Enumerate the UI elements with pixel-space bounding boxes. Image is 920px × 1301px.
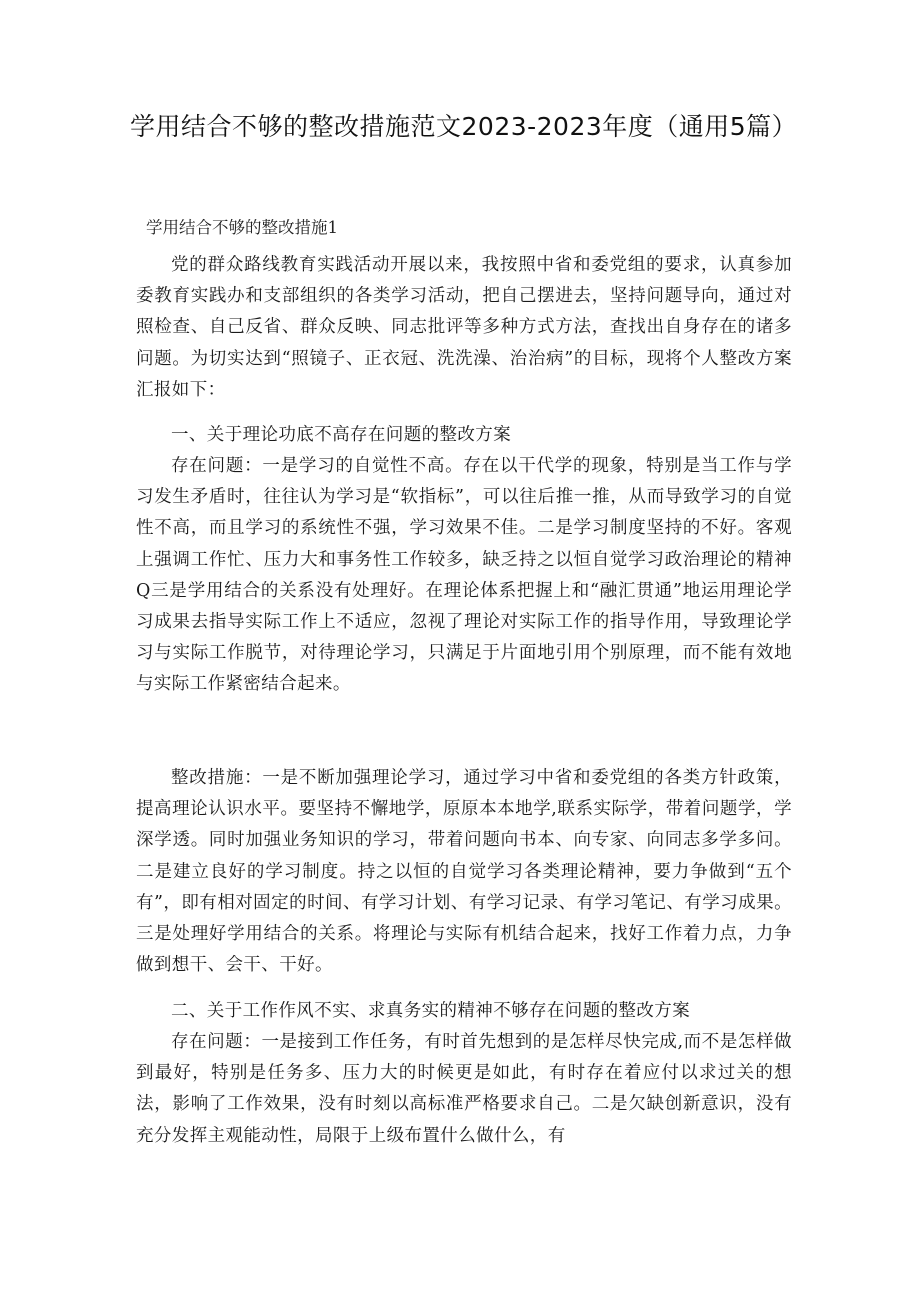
section-heading-block-2 (136, 996, 792, 1027)
document-title: 学用结合不够的整改措施范文2023-2023年度（通用5篇） (130, 112, 798, 141)
problems-paragraph-1: 存在问题：一是学习的自觉性不高。存在以干代学的现象，特别是当工作与学习发生矛盾时，往往认为学习是“软指标”，可以往后推一推，从而导致学习的自觉性不高，而且学习的系统性不强，学习效果不佳。二是学习制度坚持的不好。客观上强调工作忙、压力大和事务性工作较多，缺乏持之以恒自觉学习政治理论的精神Q三是学用结合的关系没有处理好。在理论体系把握上和“融汇贯通”地运用理论学习成果去指导实际工作上不适应，忽视了理论对实际工作的指导作用，导致理论学习与实际工作脱节，对待理论学习，只满足于片面地引用个别原理，而不能有效地与实际工作紧密结合起来。 (136, 456, 792, 695)
section-subtitle: 学用结合不够的整改措施1 (146, 218, 338, 237)
measures-paragraph-block-1 (136, 763, 792, 981)
measures-paragraph-1: 整改措施：一是不断加强理论学习，通过学习中省和委党组的各类方针政策，提高理论认识水平。要坚持不懈地学，原原本本地学,联系实际学，带着问题学，学深学透。同时加强业务知识的学习，带着问题向书本、向专家、向同志多学多问。二是建立良好的学习制度。持之以恒的自觉学习各类理论精神，要力争做到“五个有”，即有相对固定的时间、有学习计划、有学习记录、有学习笔记、有学习成果。三是处理好学用结合的关系。将理论与实际有机结合起来，找好工作着力点，力争做到想干、会干、干好。 (136, 768, 792, 976)
intro-paragraph-block (136, 250, 792, 406)
problems-paragraph-block-1 (136, 451, 792, 701)
intro-paragraph: 党的群众路线教育实践活动开展以来，我按照中省和委党组的要求，认真参加委教育实践办和支部组织的各类学习活动，把自己摆进去，坚持问题导向，通过对照检查、自己反省、群众反映、同志批评等多种方式方法，查找出自身存在的诸多问题。为切实达到“照镜子、正衣冠、洗洗澡、治治病”的目标，现将个人整改方案汇报如下： (136, 255, 792, 400)
section-heading-1: 一、关于理论功底不高存在问题的整改方案 (171, 425, 512, 445)
section-heading-block-1 (136, 420, 792, 451)
problems-paragraph-2: 存在问题：一是接到工作任务，有时首先想到的是怎样尽快完成,而不是怎样做到最好，特别是任务多、压力大的时候更是如此，有时存在着应付以求过关的想法，影响了工作效果，没有时刻以高标准严格要求自己。二是欠缺创新意识，没有充分发挥主观能动性，局限于上级布置什么做什么，有 (136, 1032, 792, 1146)
problems-paragraph-block-2 (136, 1027, 792, 1152)
section-heading-2: 二、关于工作作风不实、求真务实的精神不够存在问题的整改方案 (171, 1001, 691, 1021)
